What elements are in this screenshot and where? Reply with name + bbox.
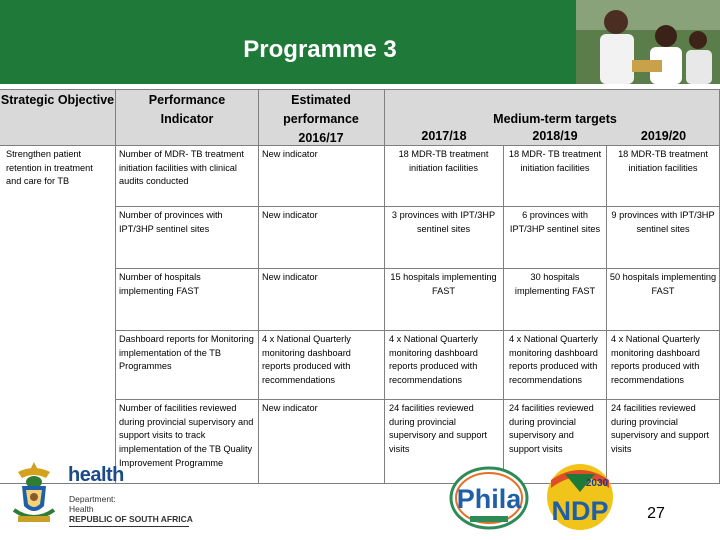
target-2017-cell: 24 facilities reviewed during provincial supervisory and support visits — [389, 403, 488, 455]
header-photo-illustration — [576, 0, 720, 84]
ndp-logo-text: NDP — [551, 496, 609, 526]
estimated-cell: New indicator — [262, 403, 318, 413]
header-strategic-objective: Strategic Objective — [0, 93, 115, 107]
logo-department: Department: — [69, 494, 116, 504]
coat-of-arms-icon — [8, 460, 60, 526]
indicator-cell: Number of facilities reviewed during provincial supervisory and support visits to track implementation of the TB Quality Improvement Programme — [119, 403, 254, 468]
target-2017-cell: 18 MDR-TB treatment initiation facilities — [398, 149, 489, 173]
target-2019-cell: 18 MDR-TB treatment initiation facilities — [618, 149, 708, 173]
target-2018-cell: 24 facilities reviewed during provincial supervisory and support visits — [509, 403, 594, 455]
header-year-2017: 2017/18 — [421, 129, 467, 143]
target-2019-cell: 24 facilities reviewed during provincial supervisory and support visits — [611, 403, 710, 455]
target-2019-cell: 50 hospitals implementing FAST — [609, 272, 717, 296]
grid-line — [115, 206, 720, 207]
target-2019-cell: 4 x National Quarterly monitoring dashboard reports produced with recommendations — [611, 334, 700, 386]
target-2018-cell: 30 hospitals implementing FAST — [514, 272, 596, 296]
target-2018-cell: 6 provinces with IPT/3HP sentinel sites — [509, 210, 601, 234]
estimated-cell: New indicator — [262, 149, 318, 159]
target-2018-cell: 4 x National Quarterly monitoring dashboard reports produced with recommendations — [509, 334, 598, 386]
header-medium-term: Medium-term targets — [493, 112, 617, 126]
grid-line — [115, 268, 720, 269]
estimated-cell: 4 x National Quarterly monitoring dashboard reports produced with recommendations — [262, 334, 351, 386]
page-title: Programme 3 — [243, 36, 397, 63]
strategic-objective-text: Strengthen patient retention in treatment and care for TB — [6, 149, 93, 187]
indicator-cell: Number of MDR- TB treatment initiation facilities with clinical audits conducted — [119, 149, 244, 187]
header-photo — [576, 0, 720, 84]
phila-logo-text: Phila — [456, 484, 522, 514]
logo-wordmark: health — [68, 464, 124, 486]
ndp-2030-logo — [543, 462, 617, 532]
target-2017-cell: 3 provinces with IPT/3HP sentinel sites — [391, 210, 496, 234]
department-health-logo — [8, 460, 208, 530]
indicator-cell: Number of hospitals implementing FAST — [119, 272, 201, 296]
logo-country: REPUBLIC OF SOUTH AFRICA — [69, 514, 193, 524]
grid-line — [115, 330, 720, 331]
header-year-2018: 2018/19 — [532, 129, 578, 143]
target-2018-cell: 18 MDR- TB treatment initiation facilities — [508, 149, 602, 173]
logo-underline — [69, 526, 189, 527]
title-banner — [0, 0, 720, 84]
grid-line — [503, 145, 504, 484]
header-performance-indicator: Performance Indicator — [148, 93, 226, 126]
grid-line — [258, 89, 259, 484]
grid-line — [115, 89, 116, 484]
estimated-cell: New indicator — [262, 272, 318, 282]
ndp-year-text: 2030 — [585, 478, 609, 489]
logo-health-line: Health — [69, 504, 94, 514]
target-2017-cell: 15 hospitals implementing FAST — [390, 272, 497, 296]
target-2019-cell: 9 provinces with IPT/3HP sentinel sites — [611, 210, 715, 234]
grid-line — [0, 89, 720, 90]
indicator-cell: Dashboard reports for Monitoring implementation of the TB Programmes — [119, 334, 254, 372]
indicator-cell: Number of provinces with IPT/3HP sentinel sites — [119, 210, 223, 234]
grid-line — [115, 399, 720, 400]
estimated-cell: New indicator — [262, 210, 318, 220]
phila-logo — [448, 462, 530, 532]
grid-line — [384, 89, 385, 484]
header-estimated-performance: Estimated performance 2016/17 — [283, 93, 359, 145]
target-2017-cell: 4 x National Quarterly monitoring dashboard reports produced with recommendations — [389, 334, 478, 386]
grid-line — [0, 145, 720, 146]
grid-line — [606, 145, 607, 484]
page-number: 27 — [647, 505, 665, 522]
targets-table — [0, 89, 720, 484]
header-year-2019: 2019/20 — [640, 129, 687, 143]
